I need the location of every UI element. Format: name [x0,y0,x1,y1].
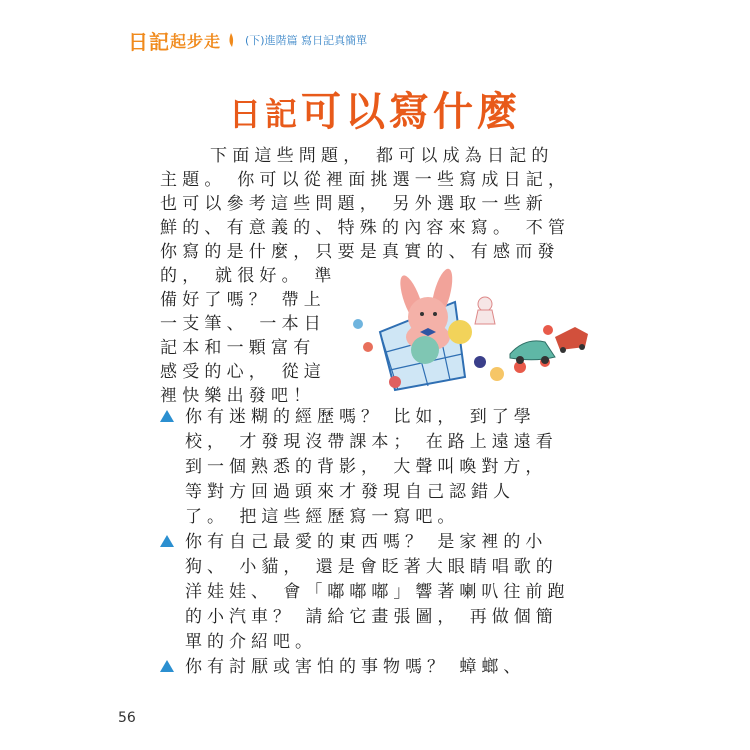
intro-line: 備好了嗎？ 帶上 [160,290,327,310]
bullet-line: 狗、 小貓， 還是會眨著大眼睛唱歌的 [185,557,558,577]
brand-title: 日記 [128,29,170,54]
bullet-text [185,405,558,530]
brand-subtitle: 起步走 [170,31,222,51]
bullet-line: 你有自己最愛的東西嗎？ 是家裡的小 [185,532,548,552]
bullet-line: 的小汽車？ 請給它畫張圖， 再做個簡 [185,607,558,627]
bullet-line: 你有討厭或害怕的事物嗎？ 蟑螂、 [185,657,526,677]
intro-line: 一支筆、 一本日 [160,314,327,334]
toy-box-illustration [350,262,590,392]
bullet-text [185,530,569,655]
page-title [0,80,750,137]
page-header [128,29,368,54]
bullet-line: 洋娃娃、 會「嘟嘟嘟」響著喇叭往前跑 [185,582,570,602]
intro-line: 感受的心， 從這 [160,362,327,382]
bullet-line: 校， 才發現沒帶課本； 在路上遠遠看 [185,432,558,452]
intro-line: 記本和一顆富有 [160,338,316,358]
title-part1: 日記 [228,95,301,133]
triangle-bullet-icon [160,660,174,672]
triangle-bullet-icon [160,410,174,422]
flame-icon [227,32,235,48]
triangle-bullet-icon [160,535,174,547]
bullet-line: 等對方回過頭來才發現自己認錯人 [185,482,515,502]
intro-line: 也可以參考這些問題， 另外選取一些新 [160,194,549,214]
intro-line: 主題。 你可以從裡面挑選一些寫成日記， [160,170,571,190]
bullet-line: 單的介紹吧。 [185,632,317,652]
bullet-text [185,655,525,680]
title-part2: 可以寫什麼 [301,89,521,135]
bullet-line: 了。 把這些經歷寫一寫吧。 [185,507,460,527]
bullet-line: 到一個熟悉的背影， 大聲叫喚對方， [185,457,548,477]
intro-line: 裡快樂出發吧！ [160,386,316,406]
page-number: 56 [118,710,136,726]
bullet-line: 你有迷糊的經歷嗎？ 比如， 到了學 [185,407,536,427]
chapter-label: (下)進階篇 寫日記真簡單 [245,34,368,47]
intro-line: 鮮的、有意義的、特殊的內容來寫。 不管 [160,218,571,238]
intro-line: 下面這些問題， 都可以成為日記的 [210,146,554,166]
intro-line: 你寫的是什麼，只要是真實的、有感而發 [160,242,560,262]
intro-line: 的， 就很好。 準 [160,266,337,286]
